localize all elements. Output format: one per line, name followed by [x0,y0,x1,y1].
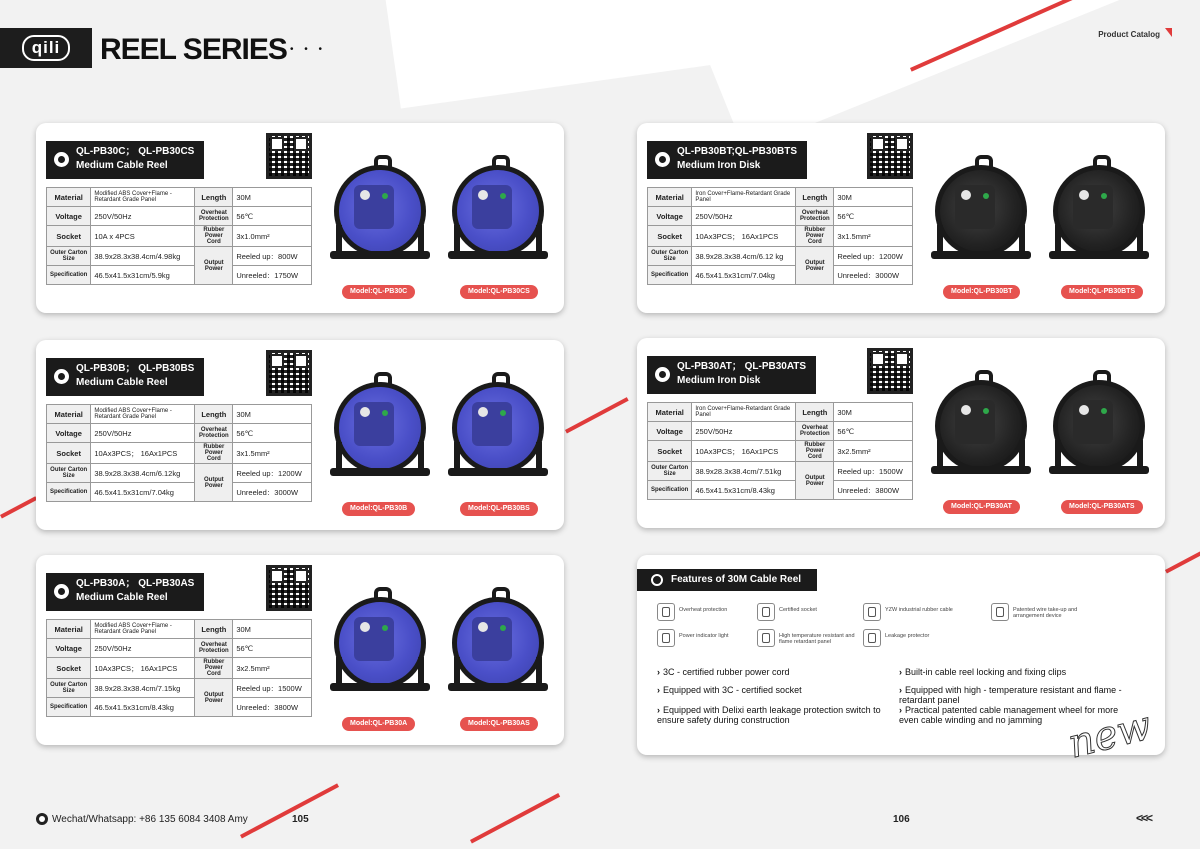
reel-face [955,185,995,229]
spec-label: Specification [47,698,91,717]
spec-label: Voltage [648,207,692,226]
spec-label: Output Power [796,247,834,285]
spec-value: 250V/50Hz [692,422,796,441]
spec-label: Material [648,188,692,207]
spec-value: 46.5x41.5x31cm/8.43kg [692,481,796,500]
spec-label: Material [648,403,692,422]
spec-value: 56℃ [834,422,913,441]
page-number-right: 106 [893,814,910,825]
spec-value: Modified ABS Cover+Flame -Retardant Grade Panel [91,188,195,207]
features-title [637,569,817,591]
model-icon [655,152,670,167]
spec-value: 46.5x41.5x31cm/7.04kg [692,266,796,285]
spec-label: Length [195,620,233,639]
bullet-text: Practical patented cable management wheel for more even cable winding and no jamming [899,705,1119,725]
cable-reel-image [929,370,1033,490]
spec-row [648,207,913,226]
spec-value: 56℃ [233,424,312,443]
spec-value: 250V/50Hz [91,639,195,658]
spec-value: 46.5x41.5x31cm/8.43kg [91,698,195,717]
bullet-text: Equipped with 3C - certified socket [663,685,802,695]
spec-value: 46.5x41.5x31cm/5.9kg [91,266,195,285]
qr-code [266,565,312,611]
spec-value: 10Ax3PCS； 16Ax1PCS [692,441,796,462]
spec-label: Overheat Protection [195,207,233,226]
spec-value: Reeled up：1200W [233,464,312,483]
spec-value: Modified ABS Cover+Flame -Retardant Grade Panel [91,620,195,639]
bullet-arrow-icon: › [657,667,660,677]
spec-value: 3x2.5mm² [834,441,913,462]
product-title [647,356,816,394]
spec-label: Outer Carton Size [648,462,692,481]
reel-face [1073,400,1113,444]
reel-leg [1019,225,1025,255]
reel-face [472,402,512,446]
reel-leg [418,225,424,255]
brand-logo [0,28,92,68]
icon-glyph [662,607,670,617]
spec-value: 250V/50Hz [692,207,796,226]
spec-label: Outer Carton Size [47,679,91,698]
spec-label: Overheat Protection [195,424,233,443]
model-icon [54,584,69,599]
page-title: REEL SERIES [100,33,287,66]
cable-reel-image [446,372,550,492]
reel-leg [536,225,542,255]
spec-value: Unreeled：3000W [834,266,913,285]
spec-value: Iron Cover+Flame-Retardant Grade Panel [692,188,796,207]
spec-row [648,422,913,441]
spec-value: 56℃ [233,639,312,658]
spec-value: Reeled up：800W [233,247,312,266]
product-title-line2: Medium Cable Reel [76,592,168,603]
spec-value: 38.9x28.3x38.4cm/6.12kg [91,464,195,483]
product-title-line2: Medium Iron Disk [677,160,761,171]
spec-row [47,247,312,266]
spec-value: 10Ax3PCS； 16Ax1PCS [692,226,796,247]
spec-value: 10Ax3PCS； 16Ax1PCS [91,658,195,679]
reel-leg [1019,440,1025,470]
reel-leg [454,225,460,255]
spec-row [47,658,312,679]
spec-label: Socket [47,226,91,247]
cable-icon [863,603,881,621]
spec-label: Overheat Protection [796,422,834,441]
reel-stand [448,251,548,259]
reel-face [472,185,512,229]
reel-leg [418,657,424,687]
bullet-text: Built-in cable reel locking and fixing clips [905,667,1067,677]
feature-icon-label: Power indicator light [679,633,729,639]
gear-icon [651,574,663,586]
spec-value: Reeled up：1500W [834,462,913,481]
reel-leg [1137,225,1143,255]
page-number-left: 105 [292,814,309,825]
reel-leg [937,225,943,255]
product-title-line1: QL-PB30B； QL-PB30BS [76,363,195,374]
reel-leg [1055,225,1061,255]
reel-leg [336,657,342,687]
spec-row [47,405,312,424]
product-card [36,555,564,745]
spec-label: Material [47,620,91,639]
product-card [637,123,1165,313]
feature-icon-label: Certified socket [779,607,817,613]
cable-reel-image [328,587,432,707]
reel-stand [931,466,1031,474]
model-tag: Model:QL-PB30BT [943,285,1020,299]
reel-leg [536,442,542,472]
spec-label: Length [195,405,233,424]
spec-label: Specification [47,266,91,285]
reel-leg [536,657,542,687]
spec-value: Unreeled：3800W [233,698,312,717]
spec-label: Length [796,403,834,422]
spec-label: Voltage [648,422,692,441]
model-tag: Model:QL-PB30AS [460,717,538,731]
product-title [46,358,204,396]
leakage-icon [863,629,881,647]
model-tag: Model:QL-PB30C [342,285,415,299]
cable-reel-image [1047,370,1151,490]
spec-label: Specification [47,483,91,502]
spec-label: Length [796,188,834,207]
spec-label: Rubber Power Cord [195,658,233,679]
spec-row [648,441,913,462]
reel-leg [418,442,424,472]
feature-bullet [657,667,887,677]
reel-face [955,400,995,444]
product-card [637,338,1165,528]
whatsapp-icon [36,813,48,825]
spec-label: Socket [648,441,692,462]
product-title-line1: QL-PB30C； QL-PB30CS [76,146,195,157]
spec-label: Voltage [47,207,91,226]
reel-leg [937,440,943,470]
reel-face [1073,185,1113,229]
reel-stand [330,251,430,259]
spec-label: Outer Carton Size [648,247,692,266]
spec-row [648,481,913,500]
qr-code [266,133,312,179]
feature-bullet [657,685,887,695]
spec-label: Material [47,188,91,207]
spec-row [47,188,312,207]
spec-value: 56℃ [233,207,312,226]
spec-row [648,462,913,481]
catalog-arrow-icon [1165,28,1172,37]
spec-row [47,207,312,226]
spec-label: Output Power [195,247,233,285]
red-accent-line [0,496,37,518]
spec-row [47,464,312,483]
feature-bullet [657,705,887,725]
spec-value: 38.9x28.3x38.4cm/7.51kg [692,462,796,481]
spec-value: 10Ax3PCS； 16Ax1PCS [91,443,195,464]
spec-row [648,226,913,247]
icon-glyph [762,633,770,643]
model-tag: Model:QL-PB30B [342,502,415,516]
spec-value: 30M [834,188,913,207]
winder-icon [991,603,1009,621]
spec-value: 30M [233,405,312,424]
spec-value: Modified ABS Cover+Flame -Retardant Grade Panel [91,405,195,424]
spec-table [46,404,312,502]
red-accent-line [1165,551,1200,573]
spec-value: Unreeled：3800W [834,481,913,500]
spec-label: Overheat Protection [195,639,233,658]
contact-text: Wechat/Whatsapp: +86 135 6084 3408 Amy [52,813,248,825]
spec-value: Reeled up：1200W [834,247,913,266]
spec-value: 3x1.5mm² [233,443,312,464]
spec-row [648,188,913,207]
spec-label: Length [195,188,233,207]
spec-value: 46.5x41.5x31cm/7.04kg [91,483,195,502]
spec-table [46,187,312,285]
feature-icon-label: YZW industrial rubber cable [885,607,953,613]
spec-row [47,639,312,658]
spec-value: 30M [233,620,312,639]
model-icon [54,369,69,384]
bullet-arrow-icon: › [899,667,902,677]
spec-value: Unreeled：3000W [233,483,312,502]
spec-row [47,226,312,247]
spec-label: Outer Carton Size [47,464,91,483]
icon-glyph [868,607,876,617]
reel-stand [448,468,548,476]
spec-label: Specification [648,266,692,285]
reel-leg [336,442,342,472]
product-title-line1: QL-PB30BT;QL-PB30BTS [677,146,798,157]
red-accent-line [470,793,560,843]
reel-leg [454,657,460,687]
spec-table [647,187,913,285]
spec-label: Material [47,405,91,424]
spec-value: Reeled up：1500W [233,679,312,698]
cable-reel-image [328,155,432,275]
socket-icon [757,603,775,621]
reel-leg [336,225,342,255]
model-tag: Model:QL-PB30BS [460,502,538,516]
cable-reel-image [328,372,432,492]
cable-reel-image [446,587,550,707]
model-tag: Model:QL-PB30BTS [1061,285,1143,299]
product-title [46,141,204,179]
spec-label: Rubber Power Cord [195,226,233,247]
spec-row [648,247,913,266]
spec-label: Output Power [195,679,233,717]
spec-row [47,698,312,717]
model-icon [54,152,69,167]
spec-label: Socket [648,226,692,247]
spec-label: Voltage [47,639,91,658]
spec-value: 3x2.5mm² [233,658,312,679]
bullet-arrow-icon: › [657,705,660,715]
spec-value: 38.9x28.3x38.4cm/7.15kg [91,679,195,698]
spec-row [47,443,312,464]
reel-face [354,185,394,229]
feature-icon-label: High temperature resistant and flame retardant panel [779,633,855,645]
spec-value: Unreeled：1750W [233,266,312,285]
spec-label: Rubber Power Cord [796,226,834,247]
red-accent-line [565,397,629,433]
spec-label: Output Power [796,462,834,500]
feature-icon-label: Overheat protection [679,607,728,613]
product-title [46,573,204,611]
spec-value: 250V/50Hz [91,424,195,443]
model-tag: Model:QL-PB30ATS [1061,500,1143,514]
bullet-text: Equipped with Delixi earth leakage protection switch to ensure safety during construction [657,705,881,725]
reel-stand [931,251,1031,259]
product-title-line1: QL-PB30AT； QL-PB30ATS [677,361,807,372]
reel-stand [330,468,430,476]
reel-face [472,617,512,661]
feature-icon-label: Leakage protector [885,633,930,639]
icon-glyph [662,633,670,643]
bullet-arrow-icon: › [899,705,902,715]
cable-reel-image [446,155,550,275]
spec-label: Socket [47,658,91,679]
reel-stand [448,683,548,691]
spec-label: Outer Carton Size [47,247,91,266]
product-title-line1: QL-PB30A； QL-PB30AS [76,578,195,589]
logo-text: qili [22,35,71,61]
product-title-line2: Medium Iron Disk [677,375,761,386]
spec-label: Rubber Power Cord [195,443,233,464]
product-card [36,123,564,313]
spec-value: 30M [834,403,913,422]
spec-value: 250V/50Hz [91,207,195,226]
spec-row [47,424,312,443]
spec-row [648,403,913,422]
reel-face [354,402,394,446]
model-tag: Model:QL-PB30CS [460,285,538,299]
product-card [36,340,564,530]
icon-glyph [762,607,770,617]
cable-reel-image [1047,155,1151,275]
product-title-line2: Medium Cable Reel [76,377,168,388]
product-title-line2: Medium Cable Reel [76,160,168,171]
spec-label: Overheat Protection [796,207,834,226]
light-icon [657,629,675,647]
reel-stand [1049,251,1149,259]
thermometer-icon [657,603,675,621]
reel-stand [330,683,430,691]
new-mark: new [1063,702,1156,768]
reel-leg [1055,440,1061,470]
spec-label: Specification [648,481,692,500]
product-title [647,141,807,179]
spec-value: Iron Cover+Flame-Retardant Grade Panel [692,403,796,422]
icon-glyph [868,633,876,643]
spec-table [46,619,312,717]
cable-reel-image [929,155,1033,275]
spec-value: 38.9x28.3x38.4cm/6.12 kg [692,247,796,266]
feature-bullet [899,685,1129,705]
bullet-text: Equipped with high - temperature resistant and flame - retardant panel [899,685,1122,705]
catalog-label: Product Catalog [1098,30,1160,39]
bullet-text: 3C - certified rubber power cord [663,667,790,677]
red-accent-line [240,783,339,838]
spec-row [47,679,312,698]
icon-glyph [996,607,1004,617]
spec-value: 3x1.0mm² [233,226,312,247]
feature-bullet [899,667,1129,677]
qr-code [867,133,913,179]
model-tag: Model:QL-PB30AT [943,500,1020,514]
reel-leg [1137,440,1143,470]
spec-value: 38.9x28.3x38.4cm/4.98kg [91,247,195,266]
spec-value: 3x1.5mm² [834,226,913,247]
spec-label: Socket [47,443,91,464]
spec-row [47,620,312,639]
shield-icon [757,629,775,647]
spec-label: Output Power [195,464,233,502]
features-title-text: Features of 30M Cable Reel [671,574,802,585]
spec-value: 10A x 4PCS [91,226,195,247]
spec-value: 56℃ [834,207,913,226]
reel-leg [454,442,460,472]
reel-stand [1049,466,1149,474]
bullet-arrow-icon: › [899,685,902,695]
spec-table [647,402,913,500]
nav-arrows-icon: <<< [1136,811,1152,825]
model-tag: Model:QL-PB30A [342,717,415,731]
spec-row [47,483,312,502]
bullet-arrow-icon: › [657,685,660,695]
title-dots: • • • [290,44,327,55]
spec-value: 30M [233,188,312,207]
qr-code [867,348,913,394]
feature-icon-label: Patented wire take-up and arrangement device [1013,607,1078,619]
spec-label: Rubber Power Cord [796,441,834,462]
spec-row [47,266,312,285]
spec-label: Voltage [47,424,91,443]
footer-contact [36,813,248,825]
qr-code [266,350,312,396]
spec-row [648,266,913,285]
reel-face [354,617,394,661]
model-icon [655,367,670,382]
